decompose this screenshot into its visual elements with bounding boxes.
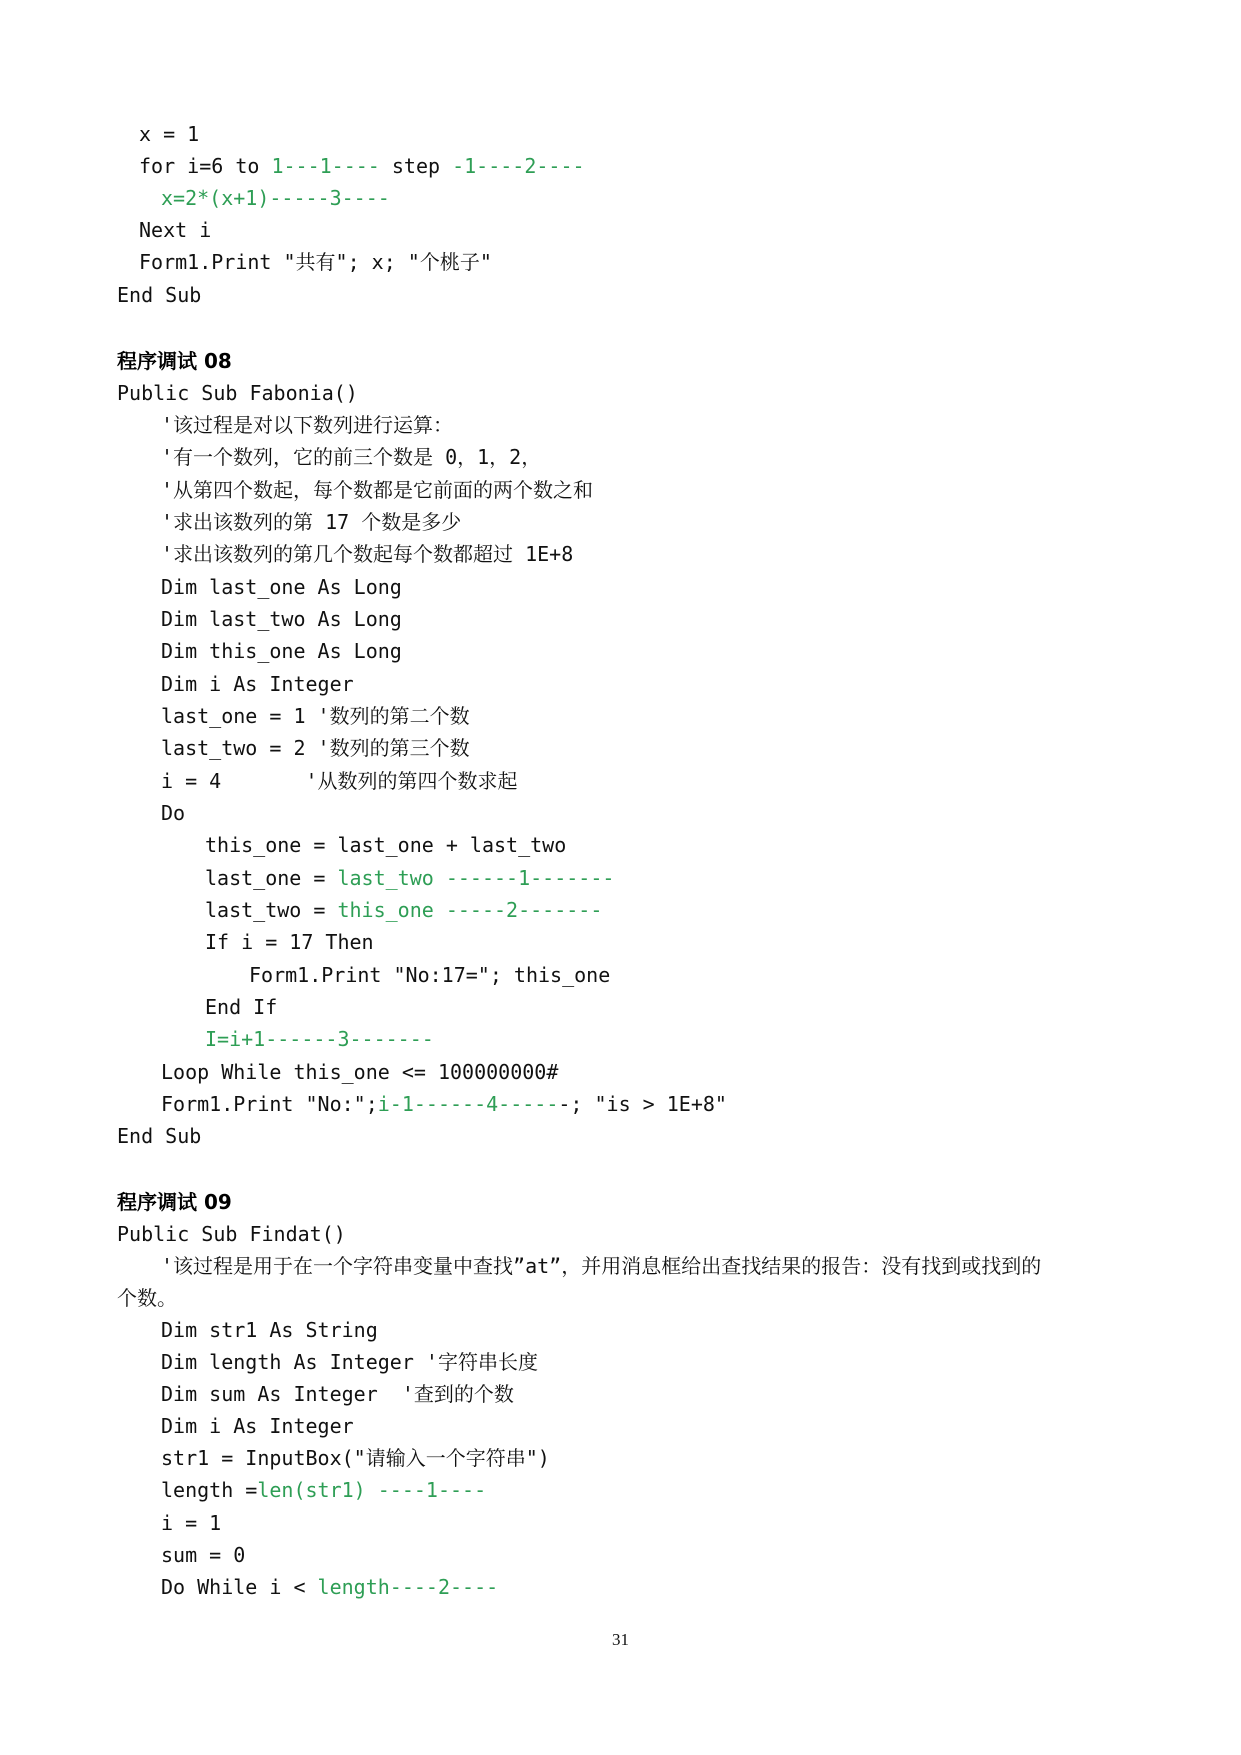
code-line (161, 184, 390, 212)
code-line: Form1.Print "No:";i-1------4------; "is > 1E+8" (161, 1092, 727, 1116)
code-line: Dim length As Integer '字符串长度 (161, 1350, 538, 1374)
code-line: Form1.Print "No:17="; this_one (249, 963, 611, 987)
code-line: Do (161, 801, 186, 825)
code-line: End If (205, 995, 278, 1019)
code-line: last_one = 1 '数列的第二个数 (161, 704, 470, 728)
answer-blank: I=i+1------3------- (205, 1027, 434, 1051)
code-line: Dim last_two As Long (161, 607, 402, 631)
code-line: i = 4 '从数列的第四个数求起 (161, 769, 518, 793)
answer-blank: len(str1) ----1---- (257, 1478, 487, 1502)
code-line: Dim last_one As Long (161, 575, 402, 599)
code-line: last_two = this_one -----2------- (205, 898, 603, 922)
code-line (205, 1025, 434, 1053)
answer-blank: 1---1---- (271, 154, 380, 178)
code-line: Do While i < length----2---- (161, 1575, 499, 1599)
code-line: Dim this_one As Long (161, 639, 402, 663)
answer-blank: this_one -----2------- (337, 898, 603, 922)
answer-blank: -1----2---- (452, 154, 585, 178)
code-comment: '该过程是用于在一个字符串变量中查找”at”，并用消息框给出查找结果的报告：没有找到或找到的 (161, 1254, 1042, 1278)
code-line: last_two = 2 '数列的第三个数 (161, 736, 470, 760)
answer-blank: last_two ------1------- (337, 866, 615, 890)
code-line: Dim i As Integer (161, 1414, 354, 1438)
code-line: Public Sub Fabonia() (117, 381, 358, 405)
page-number: 31 (612, 1630, 629, 1649)
code-comment: '该过程是对以下数列进行运算： (161, 413, 454, 437)
code-comment: '从第四个数起，每个数都是它前面的两个数之和 (161, 478, 594, 502)
code-comment: '求出该数列的第几个数起每个数都超过 1E+8 (161, 542, 574, 566)
code-line: x = 1 (139, 122, 200, 146)
answer-blank: x=2*(x+1)-----3---- (161, 186, 390, 210)
code-line: If i = 17 Then (205, 930, 374, 954)
code-line: length =len(str1) ----1---- (161, 1478, 487, 1502)
section-heading: 程序调试 09 (117, 1190, 232, 1214)
section-heading: 程序调试 08 (117, 349, 232, 373)
code-line: Dim i As Integer (161, 672, 354, 696)
code-line: Loop While this_one <= 100000000# (161, 1060, 559, 1084)
code-line: Dim sum As Integer '查到的个数 (161, 1382, 514, 1406)
code-comment: 个数。 (117, 1286, 177, 1310)
code-line: End Sub (117, 283, 202, 307)
code-line: last_one = last_two ------1------- (205, 866, 615, 890)
code-line: Form1.Print "共有"; x; "个桃子" (139, 250, 492, 274)
code-line: End Sub (117, 1124, 202, 1148)
code-comment: '有一个数列，它的前三个数是 0，1，2， (161, 445, 542, 469)
answer-blank: i-1------4----- (377, 1092, 559, 1116)
code-comment: '求出该数列的第 17 个数是多少 (161, 510, 462, 534)
code-line: Dim str1 As String (161, 1318, 378, 1342)
code-line: sum = 0 (161, 1543, 246, 1567)
code-line: this_one = last_one + last_two (205, 833, 567, 857)
code-line: Next i (139, 218, 212, 242)
code-line: for i=6 to 1---1---- step -1----2---- (139, 154, 585, 178)
code-line: Public Sub Findat() (117, 1222, 346, 1246)
code-line: str1 = InputBox("请输入一个字符串") (161, 1446, 550, 1470)
code-line: i = 1 (161, 1511, 222, 1535)
answer-blank: length----2---- (317, 1575, 499, 1599)
